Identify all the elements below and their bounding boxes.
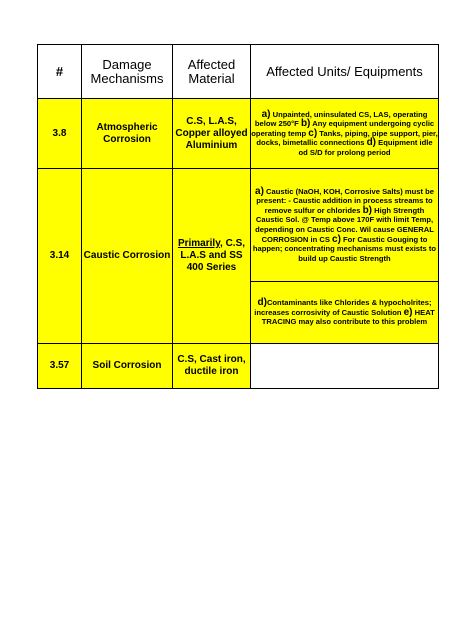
damage-mechanism-table [37, 44, 439, 389]
material-line [173, 238, 250, 250]
mechanism-cell: Caustic Corrosion [82, 169, 173, 344]
item-letter: b) [300, 118, 311, 130]
item-letter: e) [403, 306, 413, 318]
mechanism-line: Atmospheric [96, 121, 158, 133]
row-number: 3.14 [38, 169, 82, 344]
item-text: Any equipment undergoing cyclic operating temp [251, 119, 435, 138]
material-line: C.S, Cast iron, [177, 354, 246, 365]
header-material-line1: Affected [187, 56, 236, 72]
material-line: L.A.S and SS [180, 250, 243, 261]
item-text: Unpainted, uninsulated CS, LAS, operating below 250°F [254, 109, 428, 129]
item-letter: d) [366, 137, 377, 149]
material-cell [173, 99, 251, 169]
mechanism-cell [82, 99, 173, 169]
units-cell [251, 99, 439, 169]
header-number-text: # [55, 63, 64, 79]
header-units [251, 45, 439, 99]
header-material-line2: Material [188, 70, 235, 86]
mechanism-line: Corrosion [103, 133, 151, 145]
item-letter: d) [257, 297, 267, 309]
table-row [38, 99, 439, 169]
item-text: For Caustic Gouging to happen; concentrating mechanisms must exists to build up Caustic Strength [252, 234, 437, 263]
row-number: 3.57 [38, 344, 82, 389]
header-material [173, 45, 251, 99]
item-text: Contaminants like Chlorides & hypocholrites; increases corrosivity of Caustic Solution [254, 298, 432, 317]
row-number: 3.8 [38, 99, 82, 169]
material-text: , C.S, [220, 238, 246, 249]
item-letter: c) [332, 233, 341, 245]
item-text: HEAT TRACING may also contribute to this problem [261, 307, 435, 327]
table-row [38, 169, 439, 282]
item-letter: a) [255, 185, 264, 197]
item-text: Caustic (NaOH, KOH, Corrosive Salts) must be present: - Caustic addition in process streams to remove sulfur or chlorides [256, 186, 434, 215]
item-text: Tanks, piping, pipe support, pier, docks, bimetallic connections [256, 128, 438, 148]
item-letter: a) [261, 108, 271, 120]
material-cell [173, 169, 251, 344]
units-cell-empty [251, 344, 439, 389]
item-text: High Strength Caustic Sol. @ Temp above 170F with limit Temp, depending on Caustic Conc. Wil cause GENERAL CORROSION in CS [255, 205, 434, 244]
material-line: 400 Series [186, 262, 237, 273]
material-line: Copper alloyed [175, 127, 248, 139]
header-row [38, 45, 439, 99]
table-row [38, 344, 439, 389]
material-line: C.S, L.A.S, [186, 115, 237, 127]
material-line: Aluminium [185, 139, 238, 151]
header-mechanism-line2: Mechanisms [90, 70, 164, 86]
header-units-text: Affected Units/ Equipments [266, 63, 423, 79]
material-cell [173, 344, 251, 389]
units-cell [251, 282, 439, 344]
units-cell [251, 169, 439, 282]
mechanism-cell: Soil Corrosion [82, 344, 173, 389]
item-text: Equipment idle od S/D for prolong period [298, 138, 433, 157]
item-letter: c) [308, 127, 318, 139]
header-mechanism [82, 45, 173, 99]
material-line: ductile iron [184, 366, 239, 377]
header-number [38, 45, 82, 99]
material-emphasis: Primarily [177, 238, 221, 249]
header-mechanism-line1: Damage [102, 56, 152, 72]
item-letter: b) [362, 204, 373, 216]
